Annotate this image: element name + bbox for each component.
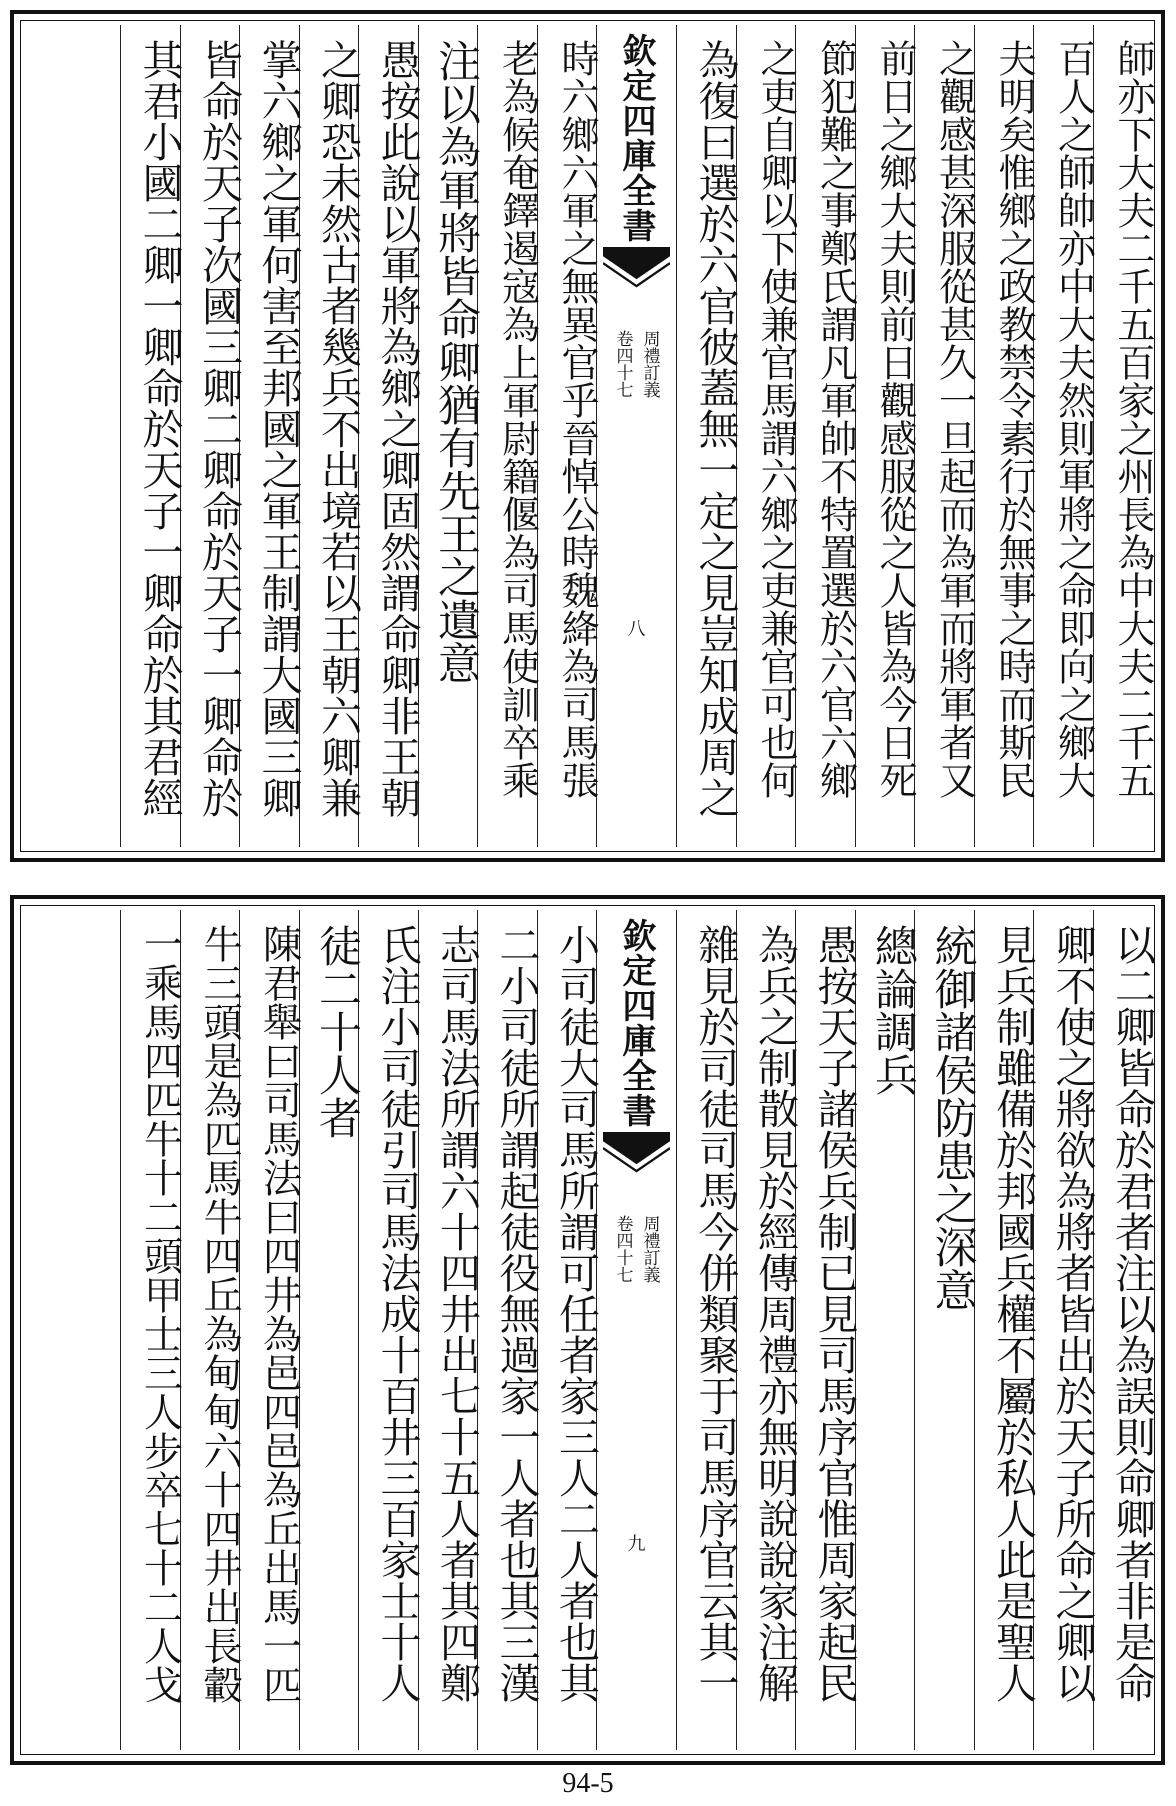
text-column [477,910,541,1750]
column-text: 注以為軍將皆命卿猶有先王之遺意 [431,39,481,684]
column-text: 其君小國二卿一卿命於天子一卿命於其君經 [135,39,184,818]
text-column [358,25,422,847]
book-title: 欽定四庫全書 [616,918,656,1128]
text-column [736,25,796,847]
text-column [418,25,481,847]
column-text: 徒二十人者 [312,924,362,1139]
bottom-page-frame [20,905,1155,1755]
fishtail-mark-icon [603,1132,670,1178]
column-text: 節犯難之事鄭氏謂凡軍帥不特置選於六官六鄉 [813,39,858,799]
column-text: 卿不使之將欲為將者皆出於天子所命之卿以 [1048,924,1097,1703]
column-text: 統御諸侯防患之深意 [927,924,978,1311]
bottom-page [10,895,1165,1765]
column-text: 之卿恐未然古者幾兵不出境若以王朝六卿兼 [314,39,362,818]
text-column [1093,25,1153,847]
text-column [358,910,422,1750]
text-column [537,25,597,847]
column-text: 愚按天子諸侯兵制已見司馬序官惟周家起民 [810,924,859,1703]
text-column [239,910,302,1750]
text-column [120,910,183,1750]
center-margin-column [596,25,676,847]
column-text: 老為候奄鐸遏寇為上軍尉籍偃為司馬使訓卒乘 [495,39,540,799]
text-column [795,25,858,847]
column-text: 時六鄉六軍之無異官乎晉悼公時魏絳為司馬張 [555,39,599,799]
column-text: 見兵制雖備於邦國兵權不屬於私人此是聖人 [989,924,1037,1703]
text-column [239,25,303,847]
column-text: 百人之師帥亦中大夫然則軍將之命即向之鄉大 [1051,39,1096,799]
column-text: 為兵之制散見於經傳周禮亦無明說說家注解 [751,924,799,1703]
text-column [974,25,1034,847]
text-column [180,25,243,847]
text-column [418,910,481,1750]
text-column [795,910,859,1750]
column-text: 小司徒大司馬所謂可任者家三人二人者也其 [552,924,600,1703]
text-column [914,25,977,847]
text-column [1093,910,1156,1750]
text-column [299,25,362,847]
column-text: 皆命於天子次國三卿二卿命於天子一卿命於 [195,39,243,818]
folio-number: 九 [627,1534,646,1555]
column-text: 志司馬法所謂六十四井出七十五人者其四鄭 [433,924,481,1703]
text-column [537,910,600,1750]
column-text: 牛三頭是為匹馬牛四丘為甸甸六十四井出長轂 [197,924,242,1704]
chapter-title: 周禮訂義 [639,1215,660,1283]
text-column [180,910,240,1750]
text-column [914,910,978,1750]
text-column [736,910,799,1750]
fishtail-mark-icon [603,247,670,293]
column-text: 雜見於司徒司馬今併類聚于司馬序官云其一 [691,924,740,1703]
text-column [120,25,184,847]
top-page [10,10,1165,862]
center-margin-column [596,910,676,1750]
column-text: 氏注小司徒引司馬法成十百井三百家士十人 [373,924,422,1703]
text-column [855,910,918,1750]
column-text: 師亦下大夫二千五百家之州長為中大夫二千五 [1111,39,1155,799]
page-number: 94-5 [562,1768,614,1799]
text-column [676,25,740,847]
column-text: 二小司徒所謂起徒役無過家一人者也其三漢 [492,924,541,1703]
volume-label: 卷四十七 [612,330,633,398]
column-text: 掌六鄉之軍何害至邦國之軍王制謂大國三卿 [254,39,303,818]
column-text: 之吏自卿以下使兼官馬謂六鄉之吏兼官可也何 [754,39,798,799]
column-text: 以二卿皆命於君者注以為誤則命卿者非是命 [1108,924,1156,1703]
column-text: 之觀感甚深服從甚久一旦起而為軍而將軍者又 [932,39,977,799]
book-title: 欽定四庫全書 [616,33,656,243]
text-column [299,910,362,1750]
text-column [855,25,915,847]
column-text: 愚按此說以軍將為鄉之卿固然謂命卿非王朝 [373,39,422,818]
top-page-frame [20,20,1155,852]
column-text: 前日之鄉大夫則前日觀感服從之人皆為今日死 [873,39,917,799]
column-text: 夫明矣惟鄉之政教禁令素行於無事之時而斯民 [992,39,1036,799]
column-text: 陳君舉曰司馬法曰四井為邑四邑為丘出馬一匹 [256,924,302,1704]
column-text: 總論調兵 [868,924,918,1096]
column-text: 一乘馬四匹牛十二頭甲士三人步卒七十二人戈 [137,924,183,1704]
volume-label: 卷四十七 [612,1215,633,1283]
text-column [974,910,1037,1750]
column-text: 為復曰選於六官彼蓋無一定之見豈知成周之 [691,39,740,818]
text-column [676,910,740,1750]
folio-number: 八 [627,619,646,640]
chapter-title: 周禮訂義 [639,330,660,398]
text-column [1033,25,1096,847]
text-column [477,25,540,847]
text-column [1033,910,1097,1750]
